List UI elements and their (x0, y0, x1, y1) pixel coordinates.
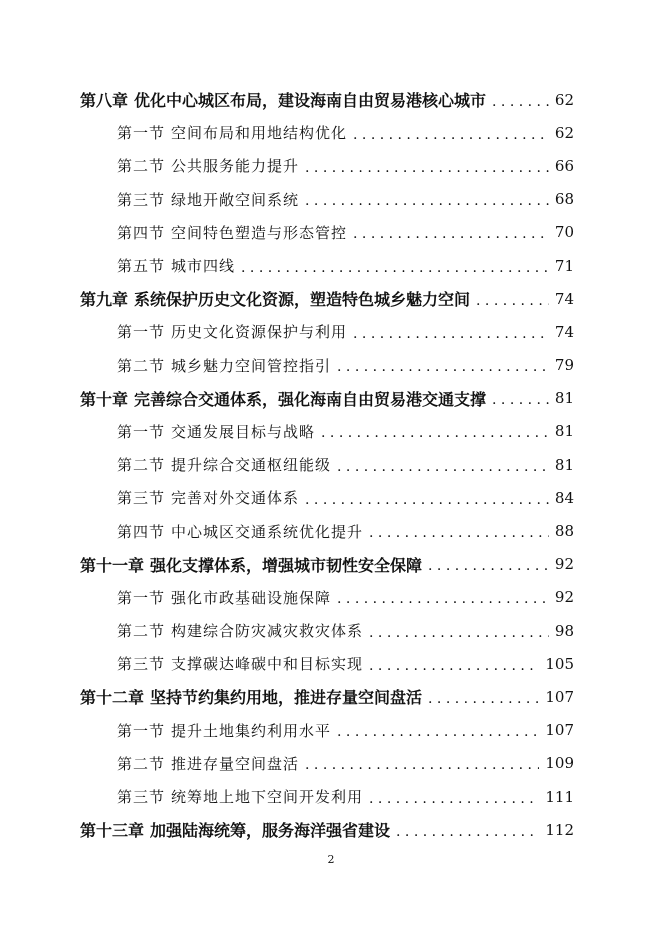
toc-entry-text: 提升土地集约利用水平 (171, 721, 332, 740)
toc-entry-text: 空间布局和用地结构优化 (171, 124, 348, 143)
toc-page-number: 62 (554, 90, 574, 109)
toc-section-entry[interactable] (0, 714, 662, 747)
toc-section-entry[interactable] (0, 514, 662, 547)
toc-entry-number: 第四节 (117, 223, 166, 242)
toc-entry-number: 第一节 (117, 124, 166, 143)
toc-entry-title (117, 587, 331, 608)
toc-entry-number: 第一节 (117, 721, 166, 740)
toc-section-entry[interactable] (0, 448, 662, 481)
dot-leader (305, 194, 549, 208)
dot-leader (353, 128, 549, 142)
table-of-contents (0, 83, 662, 846)
toc-entry-number: 第九章 (80, 290, 129, 310)
toc-page-number: 88 (554, 522, 574, 541)
toc-entry-title (117, 421, 315, 442)
toc-entry-text: 支撑碳达峰碳中和目标实现 (171, 655, 364, 674)
toc-entry-number: 第八章 (80, 91, 129, 111)
toc-entry-title (80, 387, 486, 410)
toc-entry-text: 绿地开敞空间系统 (171, 190, 300, 209)
toc-page-number: 92 (554, 588, 574, 607)
dot-leader (321, 426, 549, 440)
toc-page-number: 105 (545, 654, 574, 673)
toc-entry-number: 第二节 (117, 754, 166, 773)
toc-entry-number: 第五节 (117, 257, 166, 276)
toc-entry-title (117, 255, 235, 276)
toc-entry-title (117, 189, 299, 210)
toc-page-number: 107 (545, 721, 574, 740)
toc-entry-text: 历史文化资源保护与利用 (171, 323, 348, 342)
toc-entry-title (117, 620, 363, 641)
toc-entry-number: 第十章 (80, 389, 129, 409)
toc-entry-title (117, 321, 347, 342)
dot-leader (396, 825, 539, 839)
toc-page-number: 109 (545, 754, 574, 773)
toc-entry-text: 坚持节约集约用地，推进存量空间盘活 (150, 688, 423, 708)
dot-leader (369, 792, 539, 806)
toc-entry-title (117, 753, 299, 774)
toc-page-number: 79 (554, 356, 574, 375)
toc-entry-number: 第二节 (117, 456, 166, 475)
toc-entry-number: 第一节 (117, 588, 166, 607)
toc-chapter-entry[interactable] (0, 680, 662, 713)
dot-leader (353, 227, 549, 241)
toc-entry-title (117, 653, 363, 674)
toc-entry-text: 完善对外交通体系 (171, 489, 300, 508)
toc-entry-number: 第十三章 (80, 821, 145, 841)
dot-leader (337, 725, 539, 739)
toc-entry-text: 优化中心城区布局，建设海南自由贸易港核心城市 (134, 91, 487, 111)
toc-page-number: 107 (545, 687, 574, 706)
toc-entry-title (117, 786, 363, 807)
toc-entry-text: 加强陆海统筹，服务海洋强省建设 (150, 821, 391, 841)
toc-page-number: 84 (554, 488, 574, 507)
toc-entry-text: 提升综合交通枢纽能级 (171, 456, 332, 475)
toc-page-number: 81 (554, 422, 574, 441)
toc-entry-number: 第四节 (117, 522, 166, 541)
toc-entry-text: 推进存量空间盘活 (171, 754, 300, 773)
toc-entry-text: 公共服务能力提升 (171, 157, 300, 176)
toc-chapter-entry[interactable] (0, 548, 662, 581)
toc-entry-number: 第一节 (117, 422, 166, 441)
dot-leader (241, 261, 549, 275)
toc-entry-title (117, 521, 363, 542)
toc-entry-title (80, 553, 422, 576)
dot-leader (305, 161, 549, 175)
toc-page-number: 112 (545, 820, 574, 839)
toc-entry-title (80, 287, 470, 310)
toc-entry-text: 城乡魅力空间管控指引 (171, 356, 332, 375)
toc-entry-text: 构建综合防灾减灾救灾体系 (171, 622, 364, 641)
toc-section-entry[interactable] (0, 216, 662, 249)
toc-entry-title (117, 355, 331, 376)
toc-section-entry[interactable] (0, 647, 662, 680)
toc-page-number: 70 (554, 223, 574, 242)
dot-leader (369, 659, 539, 673)
toc-entry-number: 第三节 (117, 190, 166, 209)
toc-chapter-entry[interactable] (0, 813, 662, 846)
dot-leader (428, 559, 549, 573)
toc-entry-number: 第二节 (117, 622, 166, 641)
toc-entry-number: 第三节 (117, 655, 166, 674)
dot-leader (305, 758, 539, 772)
toc-entry-number: 第三节 (117, 788, 166, 807)
dot-leader (428, 692, 539, 706)
toc-chapter-entry[interactable] (0, 282, 662, 315)
toc-entry-title (117, 122, 347, 143)
toc-entry-text: 空间特色塑造与形态管控 (171, 223, 348, 242)
toc-page-number: 66 (554, 156, 574, 175)
toc-entry-number: 第二节 (117, 356, 166, 375)
toc-entry-title (117, 454, 331, 475)
toc-entry-text: 系统保护历史文化资源，塑造特色城乡魅力空间 (134, 290, 471, 310)
toc-entry-title (80, 88, 486, 111)
toc-section-entry[interactable] (0, 315, 662, 348)
toc-chapter-entry[interactable] (0, 83, 662, 116)
toc-entry-number: 第十二章 (80, 688, 145, 708)
toc-entry-number: 第一节 (117, 323, 166, 342)
toc-section-entry[interactable] (0, 116, 662, 149)
dot-leader (369, 626, 549, 640)
toc-page-number: 111 (545, 787, 574, 806)
toc-page-number: 71 (554, 256, 574, 275)
toc-entry-title (117, 222, 347, 243)
toc-chapter-entry[interactable] (0, 382, 662, 415)
toc-page-number: 92 (554, 555, 574, 574)
toc-section-entry[interactable] (0, 415, 662, 448)
toc-entry-text: 中心城区交通系统优化提升 (171, 522, 364, 541)
toc-entry-title (117, 720, 331, 741)
toc-entry-number: 第三节 (117, 489, 166, 508)
toc-page-number: 68 (554, 190, 574, 209)
toc-page-number: 74 (554, 322, 574, 341)
toc-section-entry[interactable] (0, 481, 662, 514)
toc-entry-text: 交通发展目标与战略 (171, 422, 316, 441)
dot-leader (369, 526, 549, 540)
toc-entry-number: 第二节 (117, 157, 166, 176)
toc-page-number: 81 (554, 389, 574, 408)
dot-leader (337, 360, 549, 374)
dot-leader (305, 493, 549, 507)
toc-entry-text: 强化市政基础设施保障 (171, 588, 332, 607)
toc-entry-title (80, 685, 422, 708)
dot-leader (492, 393, 549, 407)
toc-section-entry[interactable] (0, 747, 662, 780)
dot-leader (353, 327, 549, 341)
toc-section-entry[interactable] (0, 183, 662, 216)
page-number-footer: 2 (327, 853, 335, 866)
toc-entry-title (117, 487, 299, 508)
toc-page-number: 62 (554, 123, 574, 142)
toc-entry-number: 第十一章 (80, 555, 145, 575)
toc-section-entry[interactable] (0, 249, 662, 282)
toc-entry-title (80, 818, 390, 841)
toc-section-entry[interactable] (0, 780, 662, 813)
toc-entry-text: 完善综合交通体系，强化海南自由贸易港交通支撑 (134, 389, 487, 409)
toc-entry-text: 城市四线 (171, 257, 236, 276)
toc-page-number: 81 (554, 455, 574, 474)
toc-section-entry[interactable] (0, 349, 662, 382)
toc-entry-text: 强化支撑体系，增强城市韧性安全保障 (150, 555, 423, 575)
dot-leader (337, 460, 549, 474)
toc-section-entry[interactable] (0, 149, 662, 182)
toc-page-number: 74 (554, 289, 574, 308)
toc-entry-text: 统筹地上地下空间开发利用 (171, 788, 364, 807)
dot-leader (492, 95, 549, 109)
dot-leader (476, 294, 549, 308)
toc-section-entry[interactable] (0, 581, 662, 614)
toc-section-entry[interactable] (0, 614, 662, 647)
toc-entry-title (117, 155, 299, 176)
dot-leader (337, 592, 549, 606)
toc-page-number: 98 (554, 621, 574, 640)
